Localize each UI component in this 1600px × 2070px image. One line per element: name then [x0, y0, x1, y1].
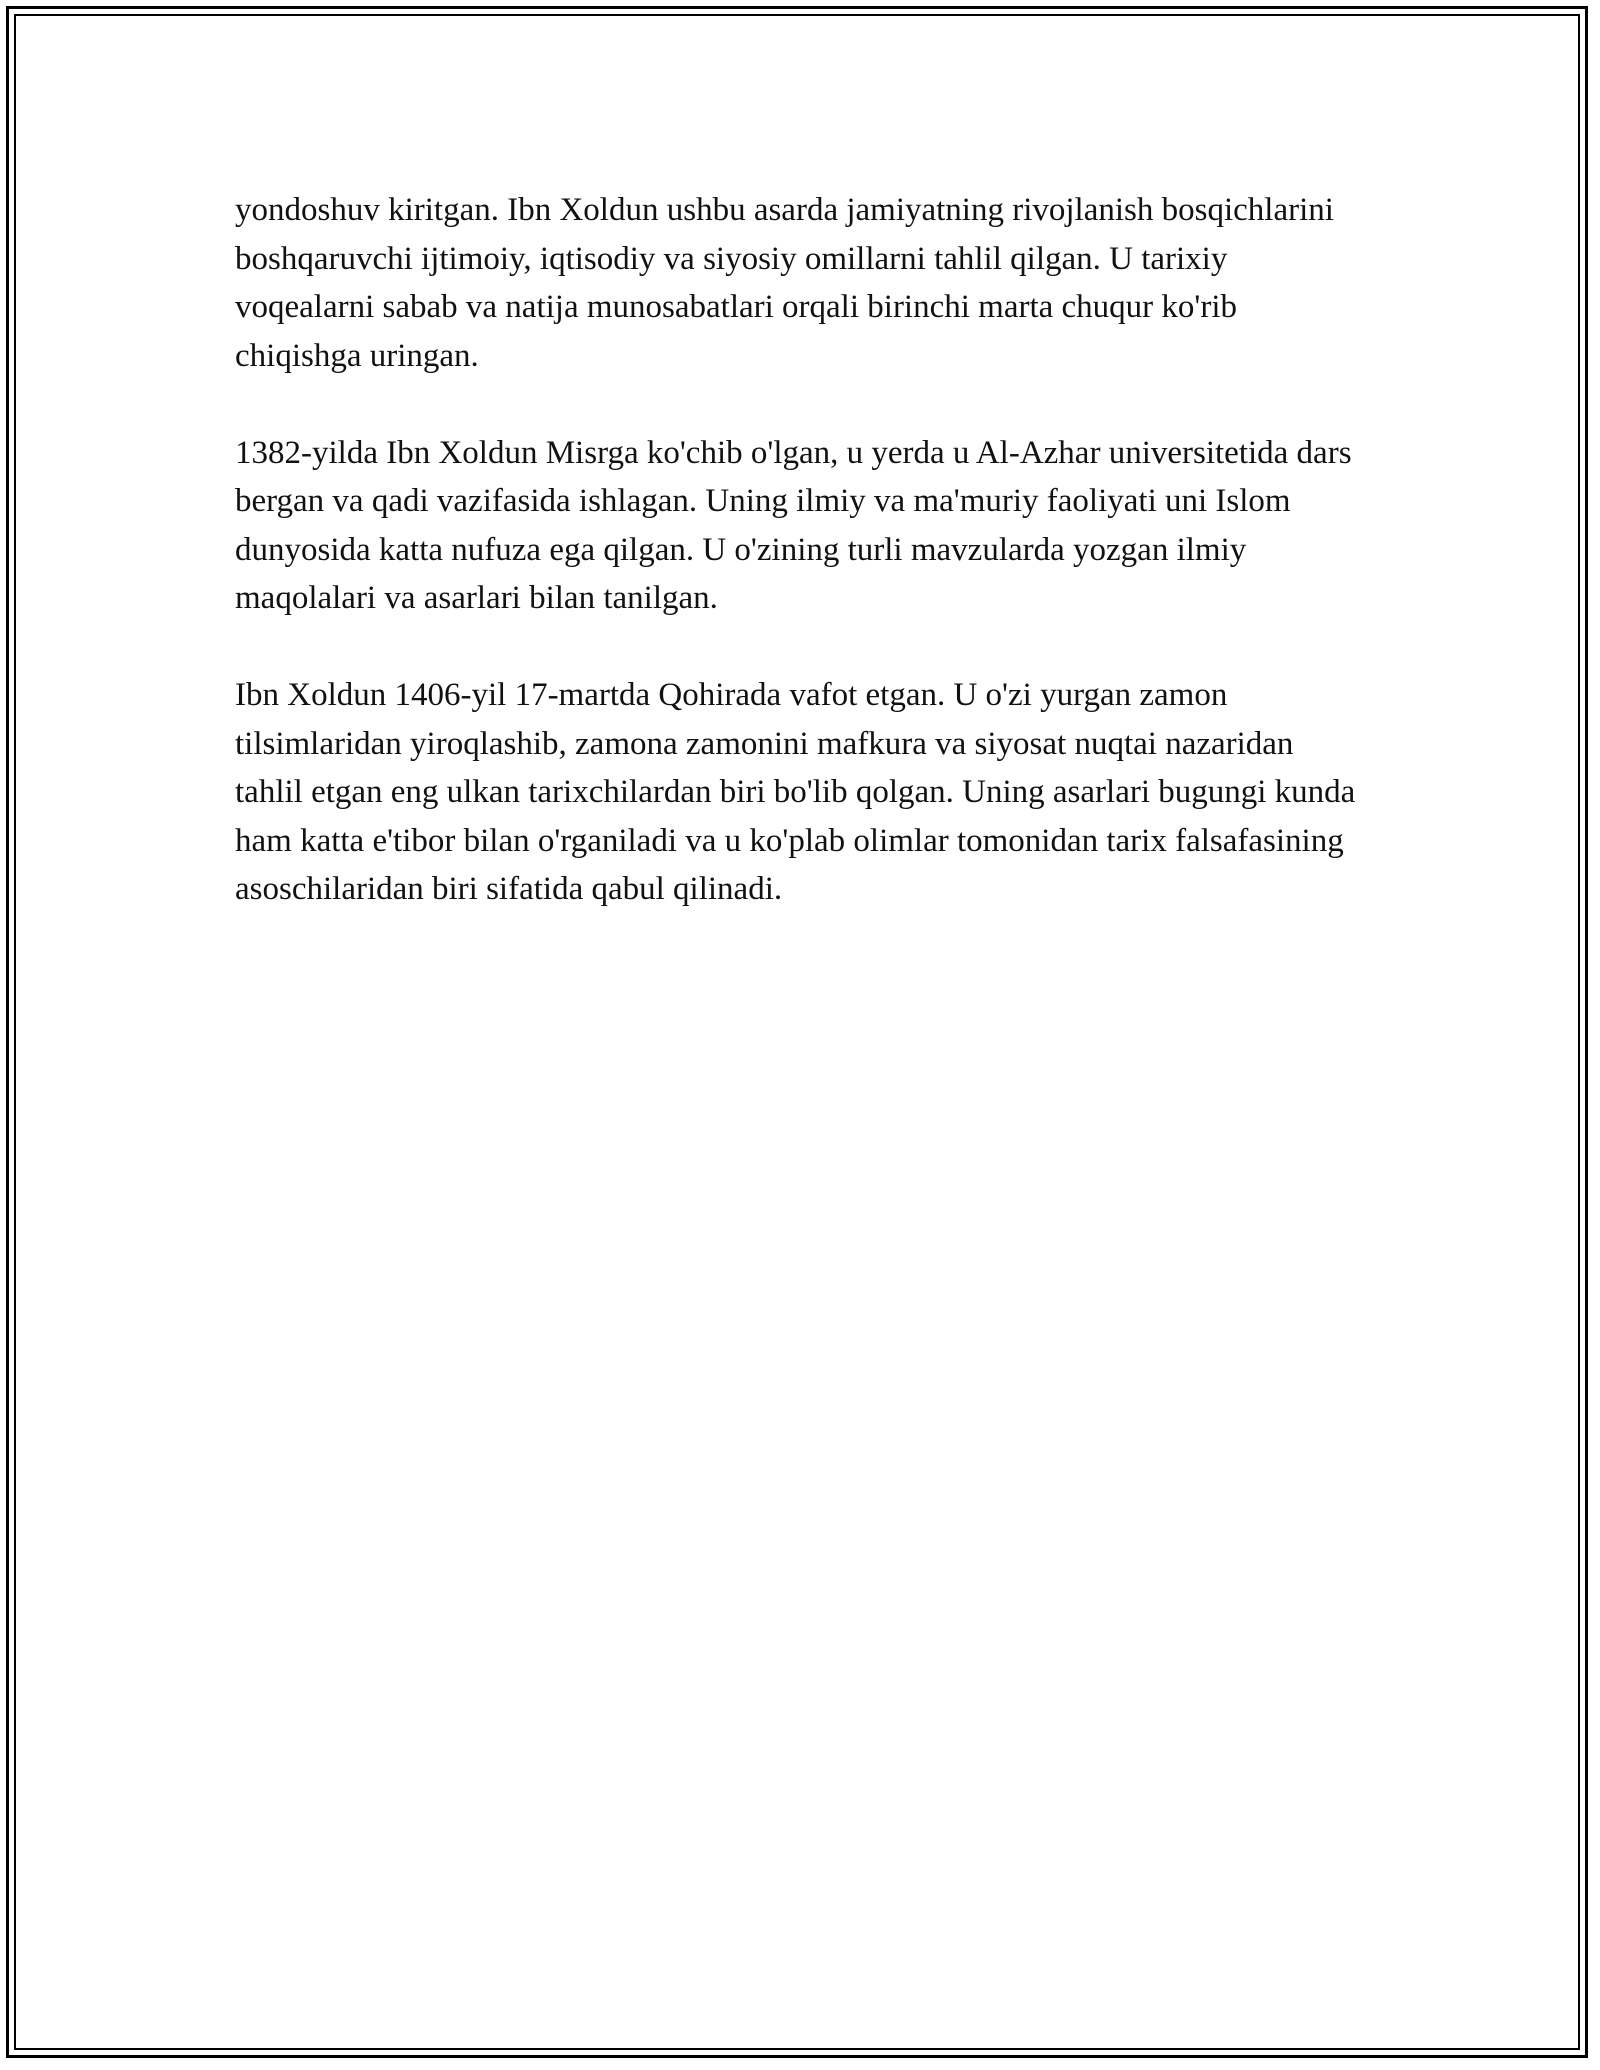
- paragraph-2: 1382-yilda Ibn Xoldun Misrga ko'chib o'lgan, u yerda u Al-Azhar universitetida dars bergan va qadi vazifasida ishlagan. Uning ilmiy va ma'muriy faoliyati uni Islom dunyosida katta nufuza ega qilgan. U o'zining turli mavzularda yozgan ilmiy maqolalari va asarlari bilan tanilgan.: [235, 434, 1352, 616]
- paragraph-3: Ibn Xoldun 1406-yil 17-martda Qohirada vafot etgan. U o'zi yurgan zamon tilsimlaridan yiroqlashib, zamona zamonini mafkura va siyosat nuqtai nazaridan tahlil etgan eng ulkan tarixchilardan biri bo'lib qolgan. Uning asarlari bugungi kunda ham katta e'tibor bilan o'rganiladi va u ko'plab olimlar tomonidan tarix falsafasining asoschilaridan biri sifatida qabul qilinadi.: [235, 677, 1356, 907]
- paragraph-1: yondoshuv kiritgan. Ibn Xoldun ushbu asarda jamiyatning rivojlanish bosqichlarini boshqaruvchi ijtimoiy, iqtisodiy va siyosiy omillarni tahlil qilgan. U tarixiy voqealarni sabab va natija munosabatlari orqali birinchi marta chuqur ko'rib chiqishga uringan.: [235, 192, 1334, 374]
- document-body: [235, 186, 1365, 962]
